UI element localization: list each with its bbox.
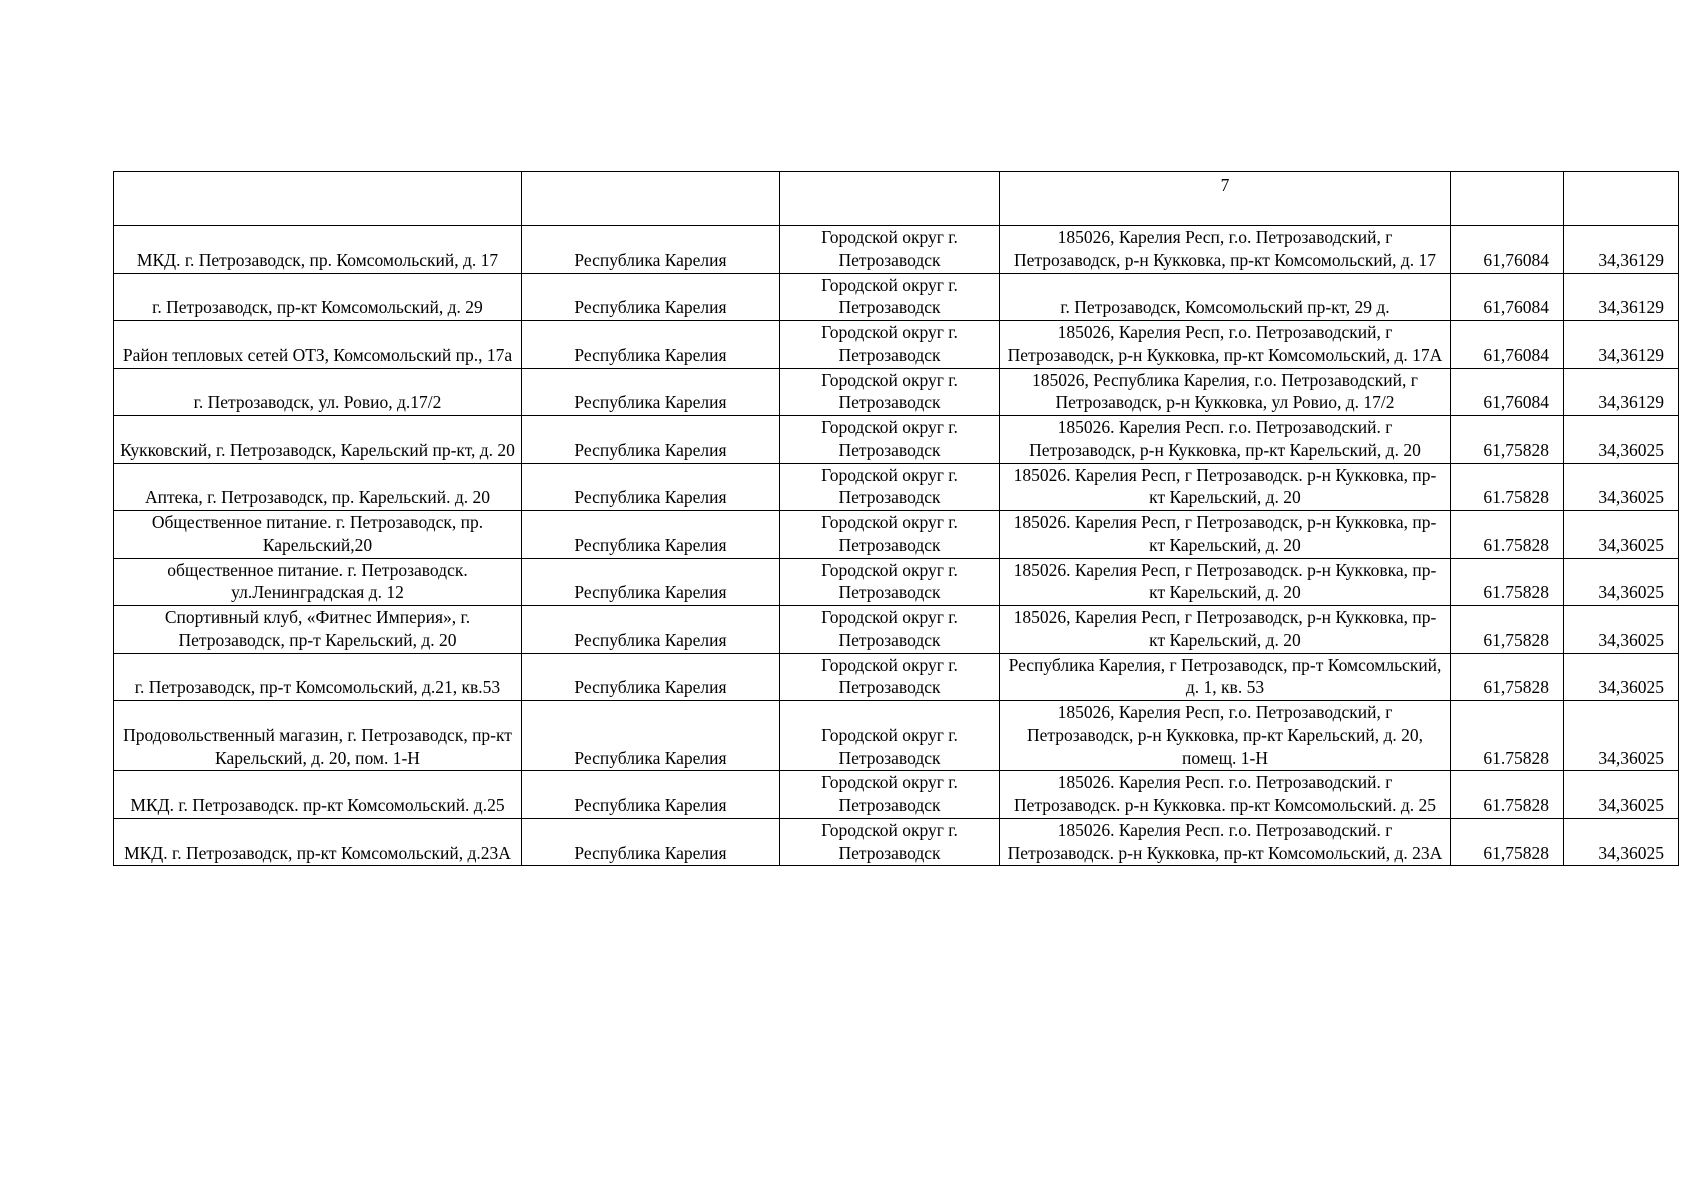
cell-longitude: 34,36025 xyxy=(1564,771,1679,819)
cell-name: Продовольственный магазин, г. Петрозаводск, пр-кт Карельский, д. 20, пом. 1-Н xyxy=(114,701,522,771)
cell-address: г. Петрозаводск, Комсомольский пр-кт, 29 д. xyxy=(1000,273,1451,321)
cell-name: общественное питание. г. Петрозаводск. ул.Ленинградская д. 12 xyxy=(114,558,522,606)
cell-latitude: 61.75828 xyxy=(1451,771,1564,819)
cell-latitude: 61.75828 xyxy=(1451,463,1564,511)
page-number: 7 xyxy=(1220,175,1230,195)
cell-longitude: 34,36129 xyxy=(1564,273,1679,321)
cell-region: Республика Карелия xyxy=(522,771,780,819)
table-row xyxy=(114,511,1679,559)
cell-address: 185026. Карелия Респ. г.о. Петрозаводский. г Петрозаводск. р-н Кукковка. пр-кт Комсомольский. д. 25 xyxy=(1000,771,1451,819)
cell-latitude: 61,76084 xyxy=(1451,273,1564,321)
cell-address: 185026. Карелия Респ, г Петрозаводск. р-н Кукковка, пр-кт Карельский, д. 20 xyxy=(1000,463,1451,511)
cell-region: Республика Карелия xyxy=(522,653,780,701)
cell-municipality: Городской округ г. Петрозаводск xyxy=(780,416,1000,464)
cell-municipality: Городской округ г. Петрозаводск xyxy=(780,368,1000,416)
cell-municipality: Городской округ г. Петрозаводск xyxy=(780,653,1000,701)
header-cell-address xyxy=(1000,172,1451,226)
table-row xyxy=(114,273,1679,321)
table-row xyxy=(114,818,1679,866)
cell-latitude: 61.75828 xyxy=(1451,558,1564,606)
cell-name: г. Петрозаводск, пр-т Комсомольский, д.21, кв.53 xyxy=(114,653,522,701)
cell-name: МКД. г. Петрозаводск, пр-кт Комсомольский, д.23А xyxy=(114,818,522,866)
cell-latitude: 61,75828 xyxy=(1451,653,1564,701)
cell-municipality: Городской округ г. Петрозаводск xyxy=(780,463,1000,511)
cell-name: МКД. г. Петрозаводск. пр-кт Комсомольский. д.25 xyxy=(114,771,522,819)
header-cell-municipality xyxy=(780,172,1000,226)
table-row xyxy=(114,606,1679,654)
table-row xyxy=(114,321,1679,369)
cell-municipality: Городской округ г. Петрозаводск xyxy=(780,606,1000,654)
cell-region: Республика Карелия xyxy=(522,558,780,606)
header-cell-longitude xyxy=(1564,172,1679,226)
cell-name: МКД. г. Петрозаводск, пр. Комсомольский, д. 17 xyxy=(114,226,522,274)
cell-region: Республика Карелия xyxy=(522,463,780,511)
cell-longitude: 34,36025 xyxy=(1564,463,1679,511)
header-cell-name xyxy=(114,172,522,226)
cell-municipality: Городской округ г. Петрозаводск xyxy=(780,701,1000,771)
table-row xyxy=(114,558,1679,606)
header-cell-latitude xyxy=(1451,172,1564,226)
cell-region: Республика Карелия xyxy=(522,321,780,369)
cell-address: Республика Карелия, г Петрозаводск, пр-т Комсомльский, д. 1, кв. 53 xyxy=(1000,653,1451,701)
cell-address: 185026, Карелия Респ, г.о. Петрозаводский, г Петрозаводск, р-н Кукковка, пр-кт Комсомольский, д. 17А xyxy=(1000,321,1451,369)
cell-address: 185026. Карелия Респ. г.о. Петрозаводский. г Петрозаводск, р-н Кукковка, пр-кт Карельский, д. 20 xyxy=(1000,416,1451,464)
table-header-row xyxy=(114,172,1679,226)
table-row xyxy=(114,653,1679,701)
cell-longitude: 34,36025 xyxy=(1564,416,1679,464)
cell-address: 185026. Карелия Респ, г Петрозаводск. р-н Кукковка, пр-кт Карельский, д. 20 xyxy=(1000,558,1451,606)
cell-name: Район тепловых сетей ОТЗ, Комсомольский пр., 17а xyxy=(114,321,522,369)
cell-region: Республика Карелия xyxy=(522,416,780,464)
cell-latitude: 61.75828 xyxy=(1451,511,1564,559)
cell-municipality: Городской округ г. Петрозаводск xyxy=(780,226,1000,274)
cell-address: 185026, Карелия Респ, г Петрозаводск, р-н Кукковка, пр-кт Карельский, д. 20 xyxy=(1000,606,1451,654)
cell-latitude: 61,75828 xyxy=(1451,416,1564,464)
cell-longitude: 34,36129 xyxy=(1564,368,1679,416)
cell-latitude: 61,75828 xyxy=(1451,818,1564,866)
cell-latitude: 61,76084 xyxy=(1451,368,1564,416)
cell-municipality: Городской округ г. Петрозаводск xyxy=(780,511,1000,559)
table-row xyxy=(114,416,1679,464)
table-row xyxy=(114,463,1679,511)
table-row xyxy=(114,226,1679,274)
cell-region: Республика Карелия xyxy=(522,606,780,654)
cell-region: Республика Карелия xyxy=(522,368,780,416)
cell-municipality: Городской округ г. Петрозаводск xyxy=(780,273,1000,321)
table-body xyxy=(114,172,1679,866)
cell-region: Республика Карелия xyxy=(522,701,780,771)
cell-municipality: Городской округ г. Петрозаводск xyxy=(780,771,1000,819)
cell-municipality: Городской округ г. Петрозаводск xyxy=(780,558,1000,606)
cell-region: Республика Карелия xyxy=(522,818,780,866)
cell-name: Общественное питание. г. Петрозаводск, пр. Карельский,20 xyxy=(114,511,522,559)
cell-address: 185026. Карелия Респ. г.о. Петрозаводский. г Петрозаводск. р-н Кукковка, пр-кт Комсомольский, д. 23А xyxy=(1000,818,1451,866)
cell-address: 185026. Карелия Респ, г Петрозаводск, р-н Кукковка, пр-кт Карельский, д. 20 xyxy=(1000,511,1451,559)
cell-address: 185026, Карелия Респ, г.о. Петрозаводский, г Петрозаводск, р-н Кукковка, пр-кт Комсомольский, д. 17 xyxy=(1000,226,1451,274)
cell-address: 185026, Карелия Респ, г.о. Петрозаводский, г Петрозаводск, р-н Кукковка, пр-кт Карельский, д. 20, помещ. 1-Н xyxy=(1000,701,1451,771)
cell-longitude: 34,36129 xyxy=(1564,226,1679,274)
cell-name: Спортивный клуб, «Фитнес Империя», г. Петрозаводск, пр-т Карельский, д. 20 xyxy=(114,606,522,654)
cell-longitude: 34,36025 xyxy=(1564,511,1679,559)
cell-longitude: 34,36025 xyxy=(1564,818,1679,866)
data-table xyxy=(113,171,1679,866)
cell-latitude: 61,75828 xyxy=(1451,606,1564,654)
cell-name: г. Петрозаводск, ул. Ровио, д.17/2 xyxy=(114,368,522,416)
cell-longitude: 34,36025 xyxy=(1564,653,1679,701)
cell-municipality: Городской округ г. Петрозаводск xyxy=(780,818,1000,866)
table-row xyxy=(114,701,1679,771)
table-row xyxy=(114,771,1679,819)
cell-longitude: 34,36025 xyxy=(1564,701,1679,771)
cell-region: Республика Карелия xyxy=(522,226,780,274)
cell-municipality: Городской округ г. Петрозаводск xyxy=(780,321,1000,369)
cell-name: Кукковский, г. Петрозаводск, Карельский пр-кт, д. 20 xyxy=(114,416,522,464)
cell-longitude: 34,36129 xyxy=(1564,321,1679,369)
cell-region: Республика Карелия xyxy=(522,511,780,559)
cell-latitude: 61.75828 xyxy=(1451,701,1564,771)
cell-region: Республика Карелия xyxy=(522,273,780,321)
cell-name: Аптека, г. Петрозаводск, пр. Карельский. д. 20 xyxy=(114,463,522,511)
cell-longitude: 34,36025 xyxy=(1564,558,1679,606)
cell-latitude: 61,76084 xyxy=(1451,321,1564,369)
header-cell-region xyxy=(522,172,780,226)
cell-latitude: 61,76084 xyxy=(1451,226,1564,274)
table-row xyxy=(114,368,1679,416)
cell-address: 185026, Республика Карелия, г.о. Петрозаводский, г Петрозаводск, р-н Кукковка, ул Ровио, д. 17/2 xyxy=(1000,368,1451,416)
cell-longitude: 34,36025 xyxy=(1564,606,1679,654)
cell-name: г. Петрозаводск, пр-кт Комсомольский, д. 29 xyxy=(114,273,522,321)
